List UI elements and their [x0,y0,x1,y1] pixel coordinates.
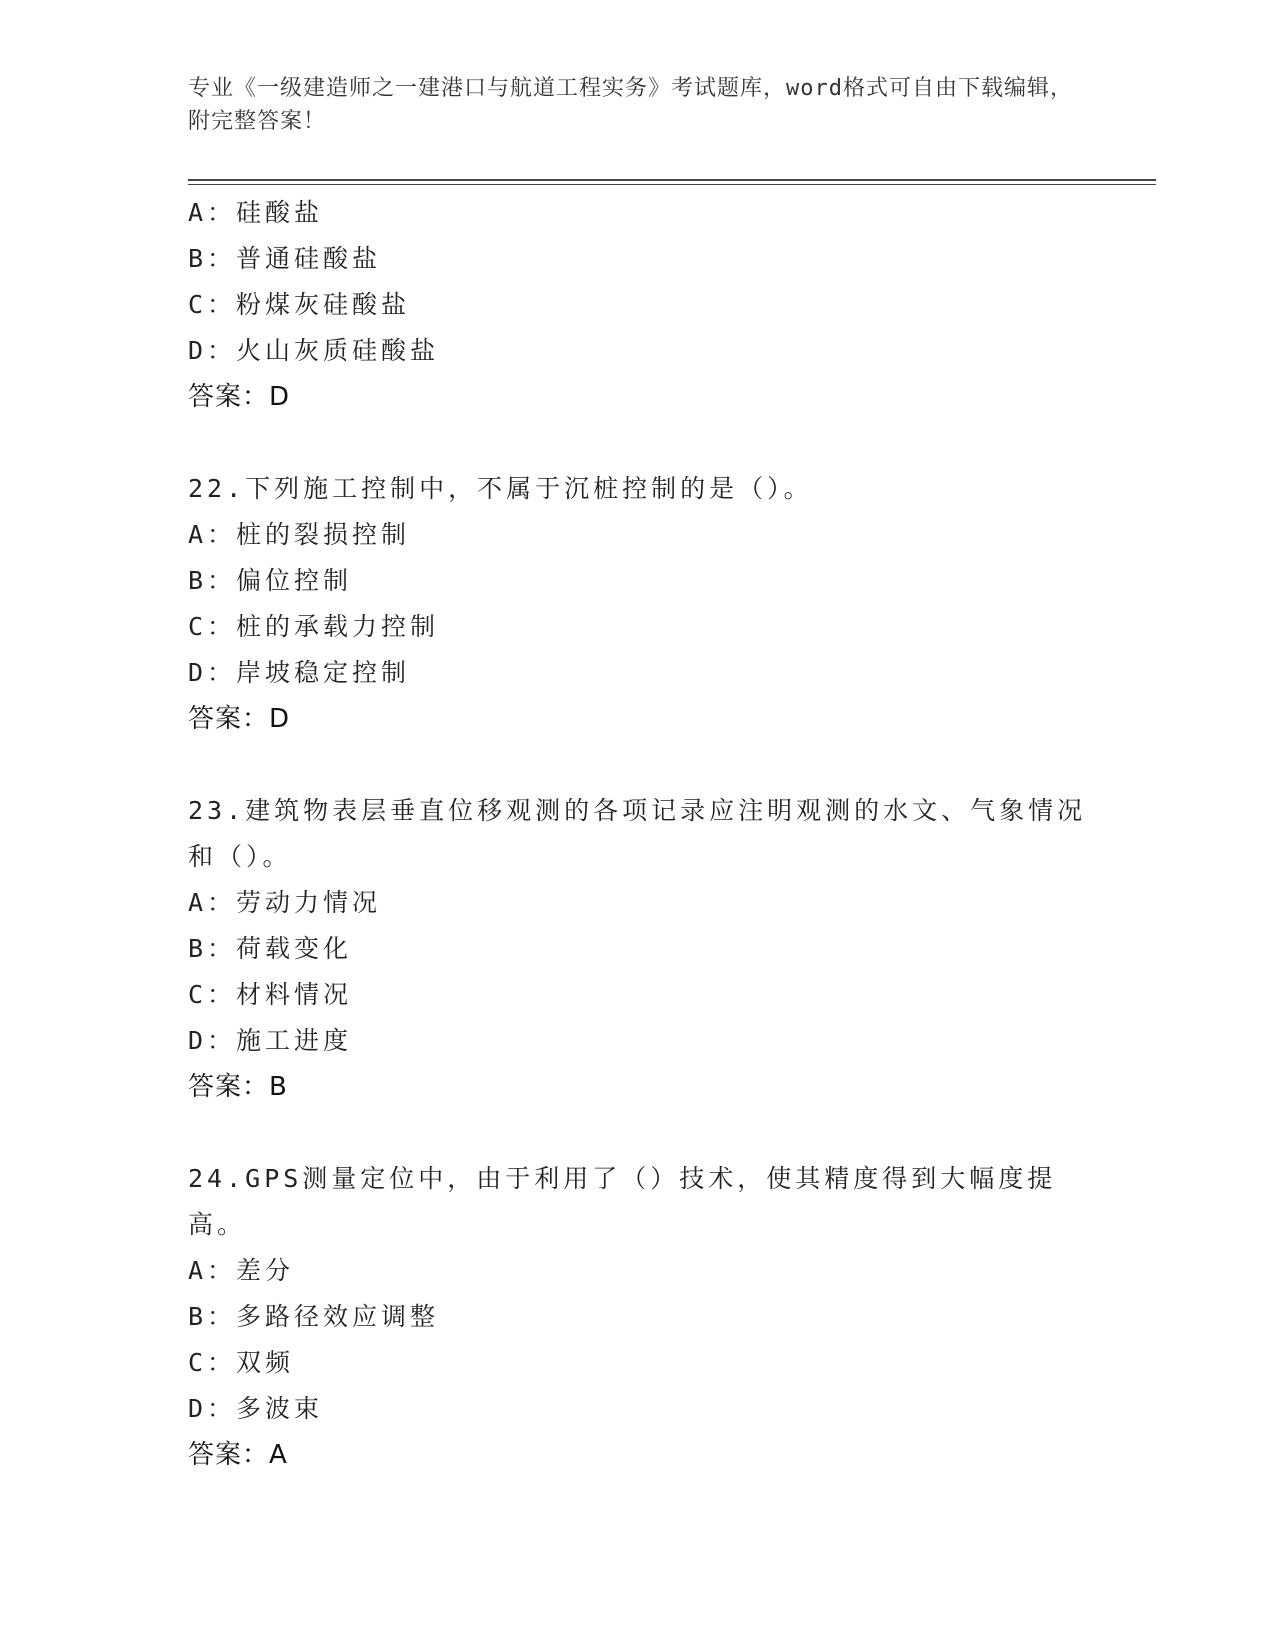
question-title: 22.下列施工控制中，不属于沉桩控制的是（）。 [188,474,813,503]
option-c: C：桩的承载力控制 [188,612,440,641]
question-block-22 [188,466,1088,742]
option-b: B：偏位控制 [188,566,353,595]
answer-line: 答案：D [188,382,291,412]
option-c: C：双频 [188,1348,295,1377]
option-a: A：硅酸盐 [188,198,324,227]
option-d: D：火山灰质硅酸盐 [188,336,440,365]
option-d: D：施工进度 [188,1026,353,1055]
question-title: 23.建筑物表层垂直位移观测的各项记录应注明观测的水文、气象情况和（）。 [188,796,1087,871]
option-a: A：劳动力情况 [188,888,382,917]
header-divider-top [188,179,1156,181]
question-block-24 [188,1156,1088,1478]
option-d: D：岸坡稳定控制 [188,658,411,687]
option-c: C：材料情况 [188,980,353,1009]
answer-line: 答案：B [188,1072,288,1102]
option-b: B：荷载变化 [188,934,353,963]
option-b: B：普通硅酸盐 [188,244,382,273]
answer-line: 答案：A [188,1440,288,1470]
question-block-23 [188,788,1088,1110]
option-a: A：差分 [188,1256,295,1285]
question-title: 24.GPS测量定位中，由于利用了（）技术，使其精度得到大幅度提高。 [188,1164,1057,1239]
option-a: A：桩的裂损控制 [188,520,411,549]
option-d: D：多波束 [188,1394,324,1423]
question-content [188,190,1088,1524]
header-divider-bottom [188,184,1156,185]
document-header: 专业《一级建造师之一建港口与航道工程实务》考试题库，word格式可自由下载编辑，附完整答案！ [188,76,1073,134]
option-b: B：多路径效应调整 [188,1302,440,1331]
question-block-21 [188,190,1088,420]
answer-line: 答案：D [188,704,291,734]
option-c: C：粉煤灰硅酸盐 [188,290,411,319]
